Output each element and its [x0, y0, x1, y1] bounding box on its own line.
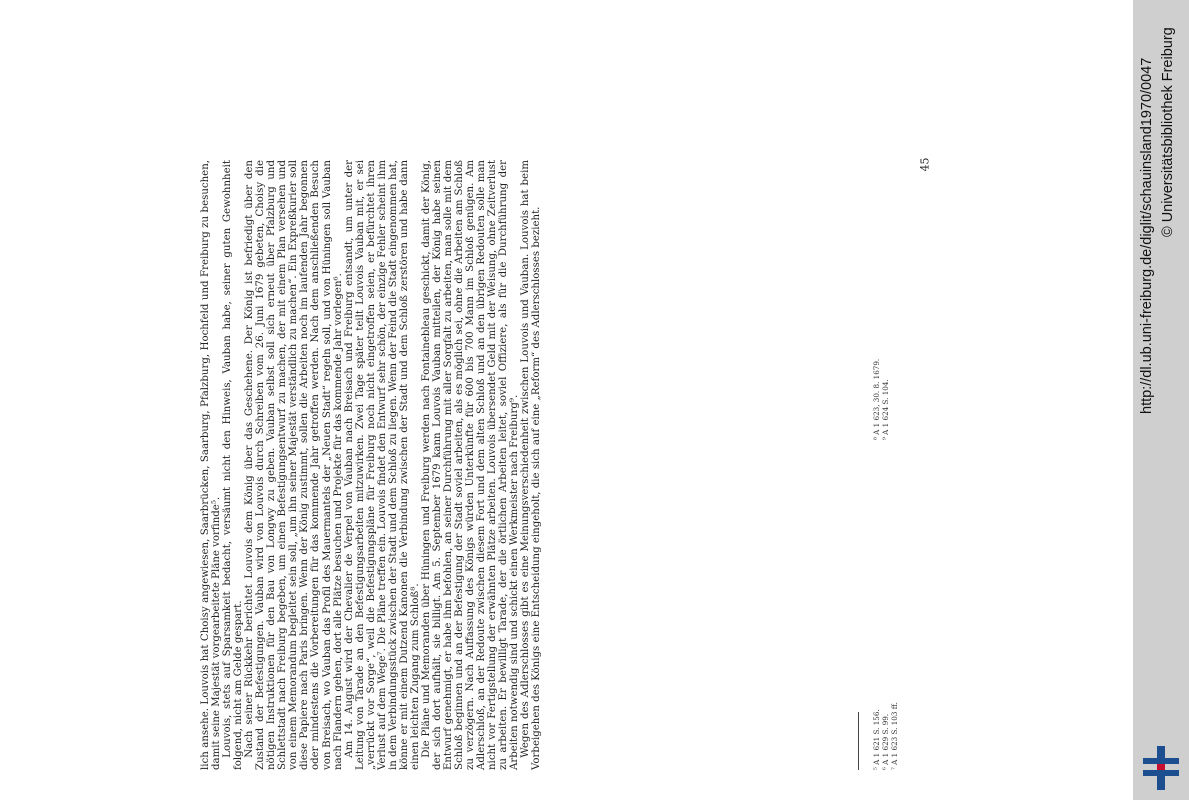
university-library-logo-icon: [1141, 744, 1181, 792]
paragraph-6: Wegen des Adlerschlosses gibt es eine Meinungsverschiedenheit zwischen Louvois und Vauban. Louvois hat beim Vorbeigehen des Königs eine Entscheidung eingeholt, die sich auf eine „Reform“ des Adlerschlosses bezieht.: [520, 160, 543, 770]
body-text: [200, 160, 670, 770]
paragraph-4: Am 14. August wird der Chevalier de Verpel von Vauban nach Breisach und Freiburg entsandt, um unter der Leitung von Tarade an den Befestigungsarbeiten mitzuwirken. Zwei Tage später teilt Louvois Vauban mit, er sei „verrückt vor Sorge“, weil die Befestigungspläne für Freiburg noch nicht eingetroffen seien, er befürchtet ihren Verlust auf dem Wege⁷. Die Pläne treffen ein. Louvois findet den Entwurf sehr schön, der einzige Fehler scheint ihm in dem Verbindungsstück zwischen der Stadt und dem Schloß zu liegen. Wenn der Feind die Stadt eingenommen hat, könne er mit einem Dutzend Kanonen die Verbindung zwischen der Stadt und dem Schloß zerstören und habe dann einen leichten Zugang zum Schloß⁸.: [343, 160, 421, 770]
paragraph-3: Nach seiner Rückkehr berichtet Louvois dem König über das Geschehene. Der König ist befriedigt über den Zustand der Befestigungen. Vauban wird von Louvois durch Schreiben vom 26. Juni 1679 gebeten, Choisy die nötigen Instruktionen für den Bau von Longwy zu geben. Vauban selbst soll sich erneut über Pfalzburg und Schlettstadt nach Freiburg begeben, um einen Befestigungsentwurf zu machen, der mit einem Plan versehen und von einem Memorandum begleitet sein soll, „um ihn seiner Majestät verständlich zu machen“. Ein Expreßkurier soll diese Papiere nach Paris bringen. Wenn der König zustimmt, sollen die Arbeiten noch im laufenden Jahr begonnen oder mindestens die Vorbereitungen für das kommende Jahr getroffen werden. Nach dem anschließenden Besuch von Breisach, wo Vauban das Profil des Mauermantels der „Neuen Stadt“ regeln soll, und von Hüningen soll Vauban nach Flandern gehen, dort alle Plätze besuchen und Projekte für das kommende Jahr vorlegen⁶.: [244, 160, 344, 770]
footnote-6: ⁶ A 1 629 S. 99.: [881, 713, 890, 770]
footnote-8: ⁸ A 1 623, 30. 8. 1679.: [872, 358, 881, 440]
footnote-7: ⁷ A 1 623 S. 103 ff.: [890, 702, 899, 770]
page-number: 45: [918, 157, 932, 172]
paragraph-1: lich ansehe. Louvois hat Choisy angewiesen, Saarbrücken, Saarburg, Pfalzburg, Hochfeld und Freiburg zu besuchen, damit seine Majestät vorgearbeitete Pläne vorfinde⁵.: [200, 160, 223, 770]
footnote-5: ⁵ A 1 621 S. 156.: [872, 709, 881, 770]
footnote-rule: [858, 712, 859, 770]
library-sidebar: [1133, 0, 1189, 800]
copyright-notice: © Universitätsbibliothek Freiburg: [1160, 27, 1176, 237]
source-url[interactable]: http://dl.ub.uni-freiburg.de/diglit/schauinsland1970/0047: [1139, 57, 1155, 414]
paragraph-2: Louvois, stets auf Sparsamkeit bedacht, versäumt nicht den Hinweis, Vauban habe, seiner guten Gewohnheit folgend, nicht am Gelde gespart.: [222, 160, 245, 770]
paragraph-5: Die Pläne und Memoranden über Hüningen und Freiburg werden nach Fontainebleau geschickt, damit der König, der sich dort aufhält, sie billigt. Am 5. September 1679 kann Louvois Vauban mitteilen, der König habe seinen Entwurf genehmigt, er habe ihm befohlen, an seiner Durchführung mit aller Sorgfalt zu arbeiten, man solle mit dem Schloß beginnen und an der Befestigung der Stadt soviel arbeiten, als es möglich sei, ohne die Arbeiten am Schloß zu verzögern. Nach Auffassung des Königs würden Unterkünfte für 600 bis 700 Mann im Schloß genügen. Am Adlerschloß, an der Redoute zwischen diesem Fort und dem alten Schloß und an den übrigen Redouten solle man nicht vor Fertigstellung der erwähnten Plätze arbeiten. Louvois übersendet Geld mit der Weisung, ohne Zeitverlust zu arbeiten. Er bewilligt Tarade, der die örtlichen Arbeiten leitet, soviel Offiziere, als für die Durchführung der Arbeiten notwendig sind und schickt einen Werkmeister nach Freiburg⁹.: [420, 160, 521, 770]
scanned-page: [200, 160, 900, 770]
footnote-9: ⁹ A 1 624 S. 104.: [881, 379, 890, 440]
